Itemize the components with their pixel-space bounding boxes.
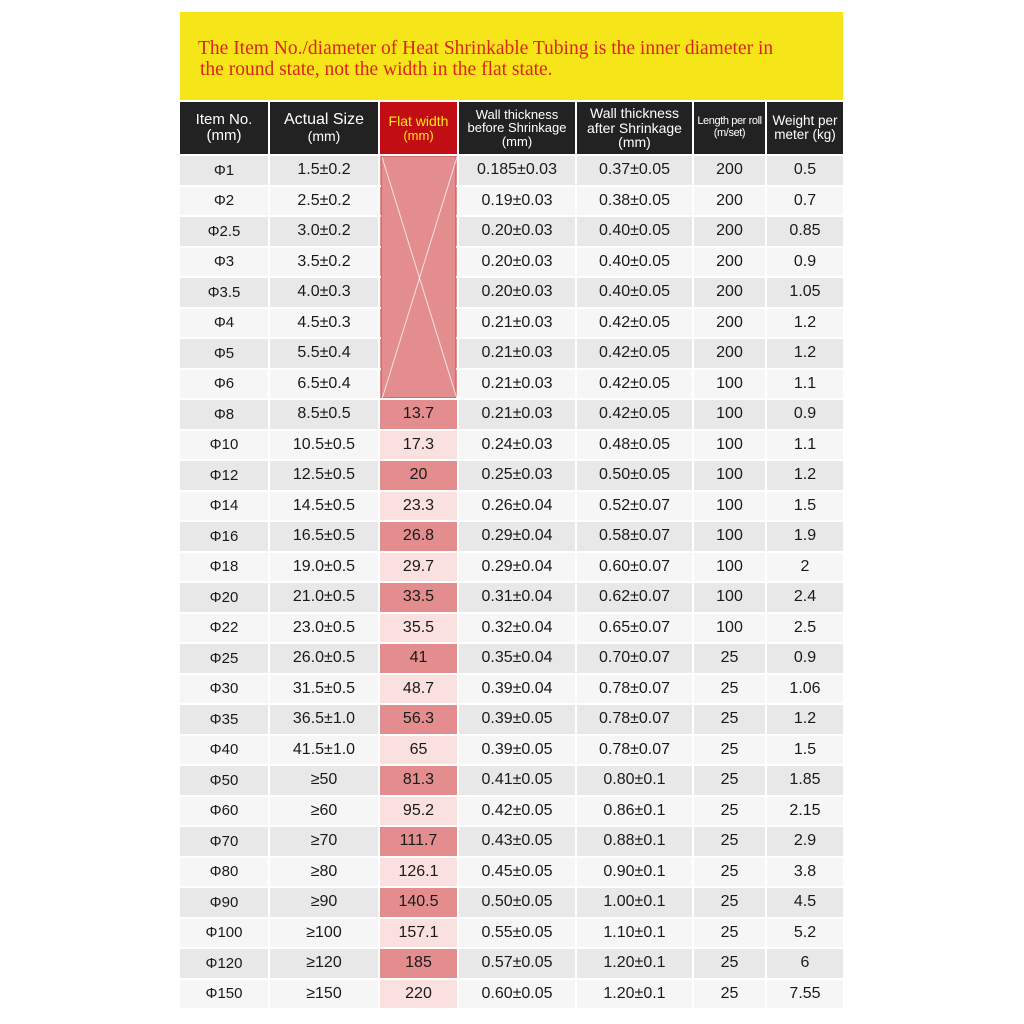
item-no-cell: Φ3.5 (180, 278, 268, 307)
length-cell: 25 (694, 919, 765, 948)
actual-size-cell: 14.5±0.5 (270, 492, 378, 521)
flat-width-cell: 157.1 (380, 919, 457, 948)
flat-width-cell: 111.7 (380, 827, 457, 856)
actual-size-cell: 41.5±1.0 (270, 736, 378, 765)
item-no-cell: Φ1 (180, 156, 268, 185)
table-row (180, 309, 843, 338)
wall-after-cell: 0.78±0.07 (577, 705, 692, 734)
actual-size-cell: 8.5±0.5 (270, 400, 378, 429)
wall-after-cell: 0.42±0.05 (577, 309, 692, 338)
length-cell: 100 (694, 522, 765, 551)
wall-before-cell: 0.20±0.03 (459, 278, 575, 307)
wall-after-cell: 0.40±0.05 (577, 248, 692, 277)
weight-cell: 2.15 (767, 797, 843, 826)
flat-width-cell: 23.3 (380, 492, 457, 521)
item-no-cell: Φ16 (180, 522, 268, 551)
table-row (180, 614, 843, 643)
actual-size-cell: 31.5±0.5 (270, 675, 378, 704)
table-row (180, 370, 843, 399)
length-cell: 25 (694, 675, 765, 704)
wall-after-cell: 0.88±0.1 (577, 827, 692, 856)
flat-width-cell: 56.3 (380, 705, 457, 734)
weight-cell: 1.1 (767, 431, 843, 460)
actual-size-cell: 3.5±0.2 (270, 248, 378, 277)
weight-cell: 7.55 (767, 980, 843, 1009)
table-body (180, 156, 843, 1008)
table-row (180, 736, 843, 765)
item-no-cell: Φ8 (180, 400, 268, 429)
length-cell: 25 (694, 766, 765, 795)
table-row (180, 248, 843, 277)
actual-size-cell: ≥80 (270, 858, 378, 887)
table-row (180, 644, 843, 673)
actual-size-cell: 4.0±0.3 (270, 278, 378, 307)
cross-icon (382, 157, 457, 399)
wall-after-cell: 1.20±0.1 (577, 980, 692, 1009)
actual-size-cell: 10.5±0.5 (270, 431, 378, 460)
length-cell: 25 (694, 705, 765, 734)
length-cell: 25 (694, 797, 765, 826)
weight-cell: 0.85 (767, 217, 843, 246)
wall-after-cell: 0.62±0.07 (577, 583, 692, 612)
wall-before-cell: 0.60±0.05 (459, 980, 575, 1009)
item-no-cell: Φ40 (180, 736, 268, 765)
weight-cell: 1.2 (767, 705, 843, 734)
length-cell: 25 (694, 827, 765, 856)
table-row (180, 522, 843, 551)
wall-after-cell: 0.86±0.1 (577, 797, 692, 826)
header-length-per-roll: Length per roll (m/set) (694, 102, 765, 154)
weight-cell: 1.5 (767, 736, 843, 765)
wall-after-cell: 0.60±0.07 (577, 553, 692, 582)
item-no-cell: Φ18 (180, 553, 268, 582)
flat-width-cell: 41 (380, 644, 457, 673)
flat-width-cell: 33.5 (380, 583, 457, 612)
length-cell: 200 (694, 309, 765, 338)
item-no-cell: Φ150 (180, 980, 268, 1009)
wall-before-cell: 0.31±0.04 (459, 583, 575, 612)
actual-size-cell: ≥60 (270, 797, 378, 826)
wall-after-cell: 1.20±0.1 (577, 949, 692, 978)
table-row (180, 492, 843, 521)
actual-size-cell: ≥70 (270, 827, 378, 856)
length-cell: 25 (694, 888, 765, 917)
wall-after-cell: 0.42±0.05 (577, 400, 692, 429)
table-row (180, 858, 843, 887)
length-cell: 100 (694, 461, 765, 490)
wall-before-cell: 0.35±0.04 (459, 644, 575, 673)
header-wall-before: Wall thickness before Shrinkage (mm) (459, 102, 575, 154)
wall-before-cell: 0.21±0.03 (459, 339, 575, 368)
wall-after-cell: 0.38±0.05 (577, 187, 692, 216)
wall-after-cell: 1.00±0.1 (577, 888, 692, 917)
weight-cell: 5.2 (767, 919, 843, 948)
wall-before-cell: 0.39±0.04 (459, 675, 575, 704)
wall-after-cell: 0.78±0.07 (577, 675, 692, 704)
actual-size-cell: 12.5±0.5 (270, 461, 378, 490)
flat-width-cell: 20 (380, 461, 457, 490)
weight-cell: 1.5 (767, 492, 843, 521)
item-no-cell: Φ12 (180, 461, 268, 490)
wall-before-cell: 0.50±0.05 (459, 888, 575, 917)
item-no-cell: Φ14 (180, 492, 268, 521)
wall-after-cell: 0.90±0.1 (577, 858, 692, 887)
actual-size-cell: 2.5±0.2 (270, 187, 378, 216)
item-no-cell: Φ4 (180, 309, 268, 338)
weight-cell: 1.9 (767, 522, 843, 551)
length-cell: 100 (694, 400, 765, 429)
length-cell: 100 (694, 431, 765, 460)
table-row (180, 461, 843, 490)
actual-size-cell: 3.0±0.2 (270, 217, 378, 246)
table-row (180, 217, 843, 246)
wall-after-cell: 0.70±0.07 (577, 644, 692, 673)
length-cell: 25 (694, 980, 765, 1009)
wall-before-cell: 0.39±0.05 (459, 736, 575, 765)
table-row (180, 949, 843, 978)
length-cell: 100 (694, 553, 765, 582)
length-cell: 200 (694, 339, 765, 368)
weight-cell: 0.5 (767, 156, 843, 185)
item-no-cell: Φ60 (180, 797, 268, 826)
table-row (180, 705, 843, 734)
item-no-cell: Φ70 (180, 827, 268, 856)
length-cell: 200 (694, 217, 765, 246)
wall-after-cell: 0.50±0.05 (577, 461, 692, 490)
length-cell: 200 (694, 156, 765, 185)
actual-size-cell: 6.5±0.4 (270, 370, 378, 399)
actual-size-cell: 36.5±1.0 (270, 705, 378, 734)
wall-before-cell: 0.24±0.03 (459, 431, 575, 460)
item-no-cell: Φ90 (180, 888, 268, 917)
actual-size-cell: 23.0±0.5 (270, 614, 378, 643)
weight-cell: 1.2 (767, 461, 843, 490)
length-cell: 25 (694, 949, 765, 978)
weight-cell: 1.2 (767, 309, 843, 338)
item-no-cell: Φ80 (180, 858, 268, 887)
length-cell: 100 (694, 370, 765, 399)
length-cell: 200 (694, 278, 765, 307)
flat-width-cell: 13.7 (380, 400, 457, 429)
item-no-cell: Φ20 (180, 583, 268, 612)
item-no-cell: Φ10 (180, 431, 268, 460)
item-no-cell: Φ2.5 (180, 217, 268, 246)
header-actual-size: Actual Size (mm) (270, 102, 378, 154)
table-row (180, 797, 843, 826)
item-no-cell: Φ30 (180, 675, 268, 704)
weight-cell: 4.5 (767, 888, 843, 917)
weight-cell: 2.4 (767, 583, 843, 612)
actual-size-cell: ≥100 (270, 919, 378, 948)
actual-size-cell: ≥120 (270, 949, 378, 978)
weight-cell: 1.2 (767, 339, 843, 368)
wall-after-cell: 0.80±0.1 (577, 766, 692, 795)
actual-size-cell: ≥50 (270, 766, 378, 795)
item-no-cell: Φ25 (180, 644, 268, 673)
wall-after-cell: 0.40±0.05 (577, 278, 692, 307)
length-cell: 25 (694, 644, 765, 673)
header-flat-width: Flat width (mm) (380, 102, 457, 154)
length-cell: 100 (694, 583, 765, 612)
table-row (180, 766, 843, 795)
item-no-cell: Φ5 (180, 339, 268, 368)
weight-cell: 1.05 (767, 278, 843, 307)
flat-width-cell: 81.3 (380, 766, 457, 795)
table-row (180, 187, 843, 216)
item-no-cell: Φ120 (180, 949, 268, 978)
wall-after-cell: 0.78±0.07 (577, 736, 692, 765)
weight-cell: 2.5 (767, 614, 843, 643)
wall-before-cell: 0.21±0.03 (459, 400, 575, 429)
wall-before-cell: 0.55±0.05 (459, 919, 575, 948)
length-cell: 100 (694, 614, 765, 643)
header-weight-per-meter: Weight per meter (kg) (767, 102, 843, 154)
actual-size-cell: ≥90 (270, 888, 378, 917)
flat-width-cell: 140.5 (380, 888, 457, 917)
weight-cell: 1.85 (767, 766, 843, 795)
notice-line-2: the round state, not the width in the flat state. (200, 59, 553, 80)
weight-cell: 1.1 (767, 370, 843, 399)
wall-before-cell: 0.45±0.05 (459, 858, 575, 887)
length-cell: 100 (694, 492, 765, 521)
length-cell: 25 (694, 736, 765, 765)
weight-cell: 2 (767, 553, 843, 582)
length-cell: 200 (694, 248, 765, 277)
flat-width-cell: 48.7 (380, 675, 457, 704)
item-no-cell: Φ22 (180, 614, 268, 643)
actual-size-cell: ≥150 (270, 980, 378, 1009)
actual-size-cell: 5.5±0.4 (270, 339, 378, 368)
wall-after-cell: 0.40±0.05 (577, 217, 692, 246)
wall-before-cell: 0.32±0.04 (459, 614, 575, 643)
table-row (180, 919, 843, 948)
actual-size-cell: 19.0±0.5 (270, 553, 378, 582)
flat-width-cell: 35.5 (380, 614, 457, 643)
item-no-cell: Φ2 (180, 187, 268, 216)
length-cell: 25 (694, 858, 765, 887)
flat-width-cell: 29.7 (380, 553, 457, 582)
table-row (180, 888, 843, 917)
item-no-cell: Φ35 (180, 705, 268, 734)
table-row (180, 431, 843, 460)
table-row (180, 553, 843, 582)
not-applicable-block (381, 156, 456, 398)
flat-width-cell: 185 (380, 949, 457, 978)
actual-size-cell: 16.5±0.5 (270, 522, 378, 551)
wall-before-cell: 0.29±0.04 (459, 553, 575, 582)
wall-before-cell: 0.21±0.03 (459, 370, 575, 399)
wall-before-cell: 0.21±0.03 (459, 309, 575, 338)
table-row (180, 583, 843, 612)
item-no-cell: Φ6 (180, 370, 268, 399)
table-row (180, 827, 843, 856)
notice-banner (180, 12, 843, 100)
flat-width-cell: 95.2 (380, 797, 457, 826)
flat-width-cell: 17.3 (380, 431, 457, 460)
wall-before-cell: 0.185±0.03 (459, 156, 575, 185)
wall-after-cell: 0.42±0.05 (577, 370, 692, 399)
table-row (180, 339, 843, 368)
item-no-cell: Φ100 (180, 919, 268, 948)
item-no-cell: Φ50 (180, 766, 268, 795)
wall-before-cell: 0.20±0.03 (459, 248, 575, 277)
wall-before-cell: 0.25±0.03 (459, 461, 575, 490)
weight-cell: 2.9 (767, 827, 843, 856)
actual-size-cell: 1.5±0.2 (270, 156, 378, 185)
wall-after-cell: 0.65±0.07 (577, 614, 692, 643)
item-no-cell: Φ3 (180, 248, 268, 277)
wall-before-cell: 0.26±0.04 (459, 492, 575, 521)
wall-before-cell: 0.29±0.04 (459, 522, 575, 551)
weight-cell: 1.06 (767, 675, 843, 704)
wall-after-cell: 0.58±0.07 (577, 522, 692, 551)
wall-before-cell: 0.57±0.05 (459, 949, 575, 978)
table-row (180, 980, 843, 1009)
wall-before-cell: 0.43±0.05 (459, 827, 575, 856)
weight-cell: 0.7 (767, 187, 843, 216)
wall-after-cell: 0.48±0.05 (577, 431, 692, 460)
flat-width-cell: 65 (380, 736, 457, 765)
wall-before-cell: 0.19±0.03 (459, 187, 575, 216)
actual-size-cell: 26.0±0.5 (270, 644, 378, 673)
spec-sheet (180, 12, 843, 1010)
wall-before-cell: 0.39±0.05 (459, 705, 575, 734)
wall-after-cell: 0.52±0.07 (577, 492, 692, 521)
wall-after-cell: 0.37±0.05 (577, 156, 692, 185)
flat-width-cell: 220 (380, 980, 457, 1009)
table-row (180, 278, 843, 307)
table-row (180, 675, 843, 704)
length-cell: 200 (694, 187, 765, 216)
weight-cell: 0.9 (767, 400, 843, 429)
wall-after-cell: 1.10±0.1 (577, 919, 692, 948)
weight-cell: 0.9 (767, 248, 843, 277)
table-header (180, 102, 843, 154)
flat-width-cell: 126.1 (380, 858, 457, 887)
wall-after-cell: 0.42±0.05 (577, 339, 692, 368)
weight-cell: 3.8 (767, 858, 843, 887)
wall-before-cell: 0.20±0.03 (459, 217, 575, 246)
table-row (180, 400, 843, 429)
table-row (180, 156, 843, 185)
notice-line-1: The Item No./diameter of Heat Shrinkable Tubing is the inner diameter in (198, 38, 774, 59)
wall-before-cell: 0.41±0.05 (459, 766, 575, 795)
flat-width-cell: 26.8 (380, 522, 457, 551)
weight-cell: 6 (767, 949, 843, 978)
header-wall-after: Wall thickness after Shrinkage (mm) (577, 102, 692, 154)
actual-size-cell: 4.5±0.3 (270, 309, 378, 338)
wall-before-cell: 0.42±0.05 (459, 797, 575, 826)
header-item-no: Item No. (mm) (180, 102, 268, 154)
actual-size-cell: 21.0±0.5 (270, 583, 378, 612)
weight-cell: 0.9 (767, 644, 843, 673)
